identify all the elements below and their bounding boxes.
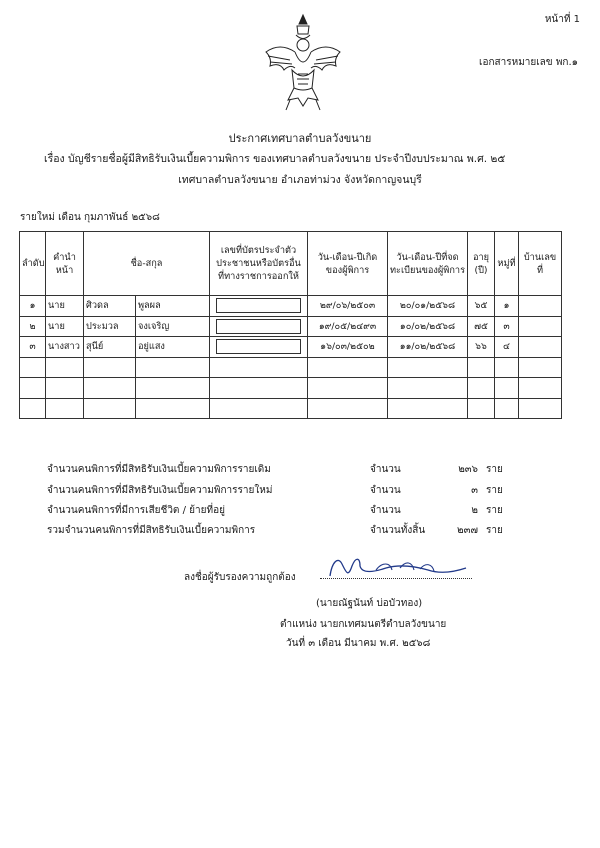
summary-mid: จำนวน [370, 464, 401, 475]
col-header-name: ชื่อ-สกุล [84, 232, 210, 296]
table-row-empty [20, 398, 562, 419]
col-header-age: อายุ (ปี) [468, 232, 495, 296]
summary-value: ๓ [471, 485, 478, 496]
summary-unit: ราย [486, 505, 503, 516]
row-prefix: นางสาว [46, 337, 84, 358]
row-id [210, 316, 308, 337]
row-registered: ๒๐/๐๑/๒๕๖๘ [388, 296, 468, 317]
subject-line: เรื่อง บัญชีรายชื่อผู้มีสิทธิรับเงินเบี้ยความพิการ ของเทศบาลตำบลวังขนาย ประจำปีงบประมาณ พ.ศ. ๒๕ [44, 153, 506, 165]
col-header-house: บ้านเลขที่ [519, 232, 562, 296]
row-last-name: พูลผล [136, 296, 210, 317]
row-birth: ๒๙/๐๖/๒๕๐๓ [308, 296, 388, 317]
document-reference: เอกสารหมายเลข พก.๑ [479, 57, 578, 68]
row-moo: ๓ [495, 316, 519, 337]
id-box [216, 339, 301, 354]
col-header-moo: หมู่ที่ [495, 232, 519, 296]
col-header-prefix: คำนำหน้า [46, 232, 84, 296]
row-no: ๑ [20, 296, 46, 317]
municipality-line: เทศบาลตำบลวังขนาย อำเภอท่าม่วง จังหวัดกาญจนบุรี [178, 174, 422, 186]
row-birth: ๑๖/๐๓/๒๕๐๒ [308, 337, 388, 358]
table-row-empty [20, 357, 562, 378]
summary-label: จำนวนคนพิการที่มีสิทธิรับเงินเบี้ยความพิการรายใหม่ [47, 485, 273, 496]
row-age: ๖๕ [468, 296, 495, 317]
table-header-row [20, 232, 562, 296]
period-label: รายใหม่ เดือน กุมภาพันธ์ ๒๕๖๘ [20, 212, 160, 223]
row-registered: ๑๑/๐๒/๒๕๖๘ [388, 337, 468, 358]
row-prefix: นาย [46, 316, 84, 337]
summary-unit: ราย [486, 464, 503, 475]
col-header-birth: วัน-เดือน-ปีเกิด ของผู้พิการ [308, 232, 388, 296]
row-house [519, 316, 562, 337]
handwritten-signature-icon [316, 552, 476, 584]
page-number: หน้าที่ 1 [544, 14, 580, 25]
announcement-title: ประกาศเทศบาลตำบลวังขนาย [228, 132, 372, 145]
row-no: ๒ [20, 316, 46, 337]
summary-mid: จำนวนทั้งสิ้น [370, 525, 426, 536]
summary-value: ๒ [471, 505, 478, 516]
row-birth: ๑๙/๐๕/๒๔๙๓ [308, 316, 388, 337]
row-registered: ๑๐/๐๒/๒๕๖๘ [388, 316, 468, 337]
row-moo: ๑ [495, 296, 519, 317]
col-header-id: เลขที่บัตรประจำตัวประชาชนหรือบัตรอื่นที่ทางราชการออกให้ [210, 232, 308, 296]
row-age: ๖๖ [468, 337, 495, 358]
summary-value: ๒๓๗ [457, 525, 478, 536]
row-last-name: อยู่แสง [136, 337, 210, 358]
col-header-registered: วัน-เดือน-ปีที่จดทะเบียนของผู้พิการ [388, 232, 468, 296]
row-first-name: ศิวดล [84, 296, 136, 317]
row-prefix: นาย [46, 296, 84, 317]
row-house [519, 337, 562, 358]
row-id [210, 337, 308, 358]
summary-unit: ราย [486, 525, 503, 536]
summary-label: รวมจำนวนคนพิการที่มีสิทธิรับเงินเบี้ยความพิการ [47, 525, 256, 536]
table-row [20, 337, 562, 358]
row-no: ๓ [20, 337, 46, 358]
table-row [20, 316, 562, 337]
signer-position: ตำแหน่ง นายกเทศมนตรีตำบลวังขนาย [280, 619, 447, 630]
table-row-empty [20, 378, 562, 399]
row-first-name: สุนีย์ [84, 337, 136, 358]
signer-name: (นายณัฐนันท์ บ่อบัวทอง) [316, 598, 423, 609]
row-first-name: ประมวล [84, 316, 136, 337]
row-id [210, 296, 308, 317]
row-house [519, 296, 562, 317]
id-box [216, 319, 301, 334]
summary-mid: จำนวน [370, 505, 401, 516]
garuda-emblem-icon [262, 12, 344, 116]
signature-date: วันที่ ๓ เดือน มีนาคม พ.ศ. ๒๕๖๘ [286, 638, 431, 649]
summary-unit: ราย [486, 485, 503, 496]
id-box [216, 298, 301, 313]
summary-value: ๒๓๖ [458, 464, 478, 475]
beneficiary-table [19, 231, 562, 419]
summary-mid: จำนวน [370, 485, 401, 496]
signature-label: ลงชื่อผู้รับรองความถูกต้อง [184, 572, 296, 583]
col-header-no: ลำดับ [20, 232, 46, 296]
row-last-name: จงเจริญ [136, 316, 210, 337]
summary-label: จำนวนคนพิการที่มีสิทธิรับเงินเบี้ยความพิการรายเดิม [47, 464, 271, 475]
row-moo: ๔ [495, 337, 519, 358]
table-row [20, 296, 562, 317]
row-age: ๗๕ [468, 316, 495, 337]
summary-label: จำนวนคนพิการที่มีการเสียชีวิต / ย้ายที่อยู่ [47, 505, 225, 516]
